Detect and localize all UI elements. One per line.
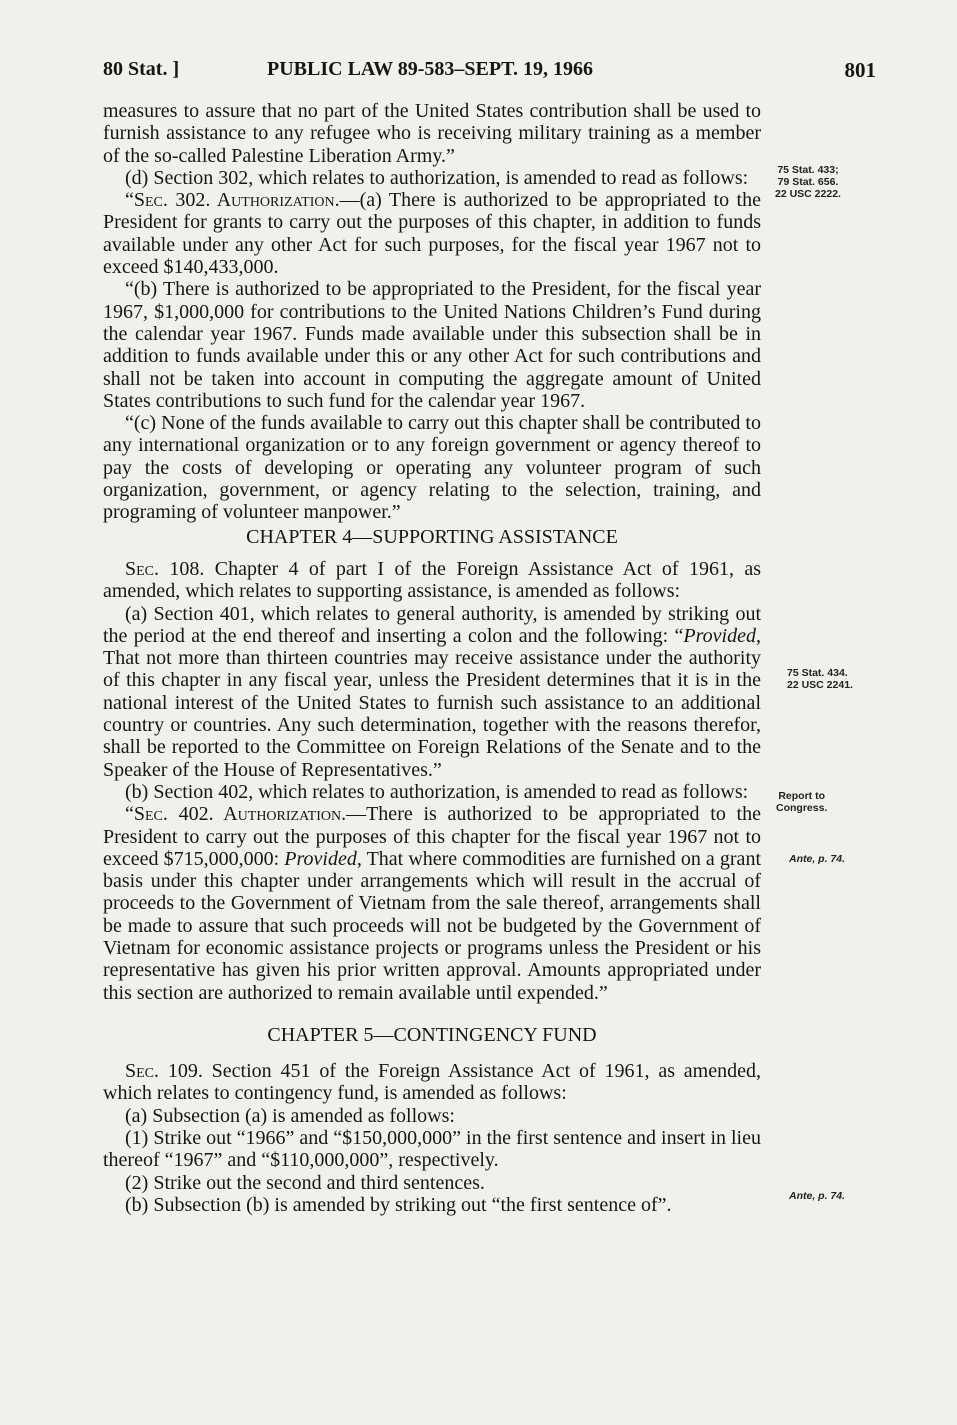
sec-109-text: Section 451 of the Foreign Assistance Act of 1961, as amended, which relates to contingency fund, is amended as follows: bbox=[103, 1060, 761, 1105]
paragraph-sec-108 bbox=[103, 558, 761, 603]
chapter-5-heading: CHAPTER 5—CONTINGENCY FUND bbox=[267, 1023, 597, 1046]
paragraph-sec-402 bbox=[103, 803, 761, 1004]
margin-note-line: Ante, p. 74. bbox=[789, 1190, 846, 1202]
paragraph-sec-401-amend bbox=[103, 603, 761, 781]
sec-402-text-a: —There is authorized to be appropriated to the President to carry out the purposes of this chapter for the fiscal year 1967 not to exceed $715,000,000: bbox=[103, 803, 761, 870]
sec-109-lead: Sec. 109. bbox=[125, 1060, 203, 1083]
paragraph-sec-302-b: “(b) There is authorized to be appropriated to the President, for the fiscal year 1967, $1,000,000 for contributions to the United Nations Children’s Fund during the calendar year 1967. Funds made available under this subsection shall be in addition to funds available under this or any other Act for such contributions and shall not be taken into account in computing the aggregate amount of United States contributions to such fund for the calendar year 1967. bbox=[103, 278, 761, 412]
margin-note-line: Report to bbox=[778, 790, 826, 802]
sec-402-lead: “Sec. 402. Authorization. bbox=[125, 803, 347, 826]
sec-402-text-b: , That where commodities are furnished on a grant basis under this chapter under arrangements which will result in the accrual of proceeds to the Government of Vietnam from the sale thereof, arrangements shall be made to assure that such proceeds will not be budgeted by the Government of Vietnam for economic assistance projects or programs unless the President or his representative has given his prior written approval. Amounts appropriated under this section are authorized to remain available until expended.” bbox=[103, 847, 761, 1004]
paragraph-continuation: measures to assure that no part of the United States contribution shall be used to furnish assistance to any refugee who is receiving military training as a member of the so-called Palestine Liberation Army.” bbox=[103, 100, 761, 167]
sec-401-text-b: , That not more than thirteen countries may receive assistance under the authority of this chapter in any fiscal year, unless the President determines that it is in the national interest of the United States to furnish such assistance to an additional country or countries. Any such determination, together with the reasons therefor, shall be reported to the Committee on Foreign Relations of the Senate and to the Speaker of the House of Representatives.” bbox=[103, 624, 761, 781]
paragraph-subsection-b: (b) Subsection (b) is amended by striking out “the first sentence of”. bbox=[125, 1193, 672, 1216]
margin-note-ante-p74-a bbox=[789, 853, 845, 865]
volume-citation: 80 Stat. ] bbox=[103, 58, 180, 80]
paragraph-sec-109 bbox=[103, 1060, 761, 1105]
margin-note-line: 75 Stat. 434. bbox=[787, 667, 848, 679]
margin-note-line: 22 USC 2222. bbox=[775, 188, 841, 200]
sec-401-text-a: (a) Section 401, which relates to general authority, is amended by striking out the period at the end thereof and inserting a colon and the following: “ bbox=[103, 602, 761, 647]
margin-note-report-to-congress bbox=[776, 790, 827, 814]
page-number: 801 bbox=[844, 58, 876, 82]
paragraph-sec-302 bbox=[103, 189, 761, 278]
paragraph-subsection-a: (a) Subsection (a) is amended as follows: bbox=[125, 1104, 455, 1127]
paragraph-item-1: (1) Strike out “1966” and “$150,000,000” in the first sentence and insert in lieu thereof “1967” and “$110,000,000”, respectively. bbox=[103, 1127, 761, 1172]
margin-note-ante-p74-b bbox=[789, 1190, 845, 1202]
paragraph-item-2: (2) Strike out the second and third sentences. bbox=[125, 1171, 485, 1194]
margin-note-line: 79 Stat. 656. bbox=[777, 176, 839, 188]
sec-302-text: —(a) There is authorized to be appropriated to the President for grants to carry out the purposes of this chapter, in addition to funds available under any other Act for such purposes, for the fiscal year 1967 not to exceed $140,433,000. bbox=[103, 189, 761, 279]
margin-note-stat-433 bbox=[775, 164, 841, 200]
paragraph-section-402-amend: (b) Section 402, which relates to authorization, is amended to read as follows: bbox=[125, 780, 749, 803]
chapter-4-heading: CHAPTER 4—SUPPORTING ASSISTANCE bbox=[246, 525, 618, 548]
provided-italic: Provided bbox=[284, 847, 357, 870]
sec-108-text: Chapter 4 of part I of the Foreign Assistance Act of 1961, as amended, which relates to supporting assistance, is amended as follows: bbox=[103, 557, 762, 603]
margin-note-line: 22 USC 2241. bbox=[787, 679, 853, 691]
sec-302-lead: “Sec. 302. Authorization. bbox=[125, 189, 340, 212]
body-text bbox=[103, 100, 761, 1216]
sec-108-lead: Sec. 108. bbox=[125, 557, 205, 580]
margin-note-line: Ante, p. 74. bbox=[789, 853, 846, 865]
running-header bbox=[103, 58, 876, 88]
provided-italic: Provided bbox=[683, 624, 756, 647]
margin-note-line: 75 Stat. 433; bbox=[777, 164, 839, 176]
paragraph-section-302-amend: (d) Section 302, which relates to authorization, is amended to read as follows: bbox=[125, 166, 749, 189]
margin-note-line: Congress. bbox=[776, 802, 828, 814]
margin-note-stat-434 bbox=[787, 667, 853, 691]
law-title: PUBLIC LAW 89-583–SEPT. 19, 1966 bbox=[267, 58, 593, 80]
paragraph-sec-302-c: “(c) None of the funds available to carry out this chapter shall be contributed to any international organization or to any foreign government or agency thereof to pay the costs of developing or operating any volunteer program of such organization, government, or agency relating to the selection, training, and programing of volunteer manpower.” bbox=[103, 412, 761, 524]
